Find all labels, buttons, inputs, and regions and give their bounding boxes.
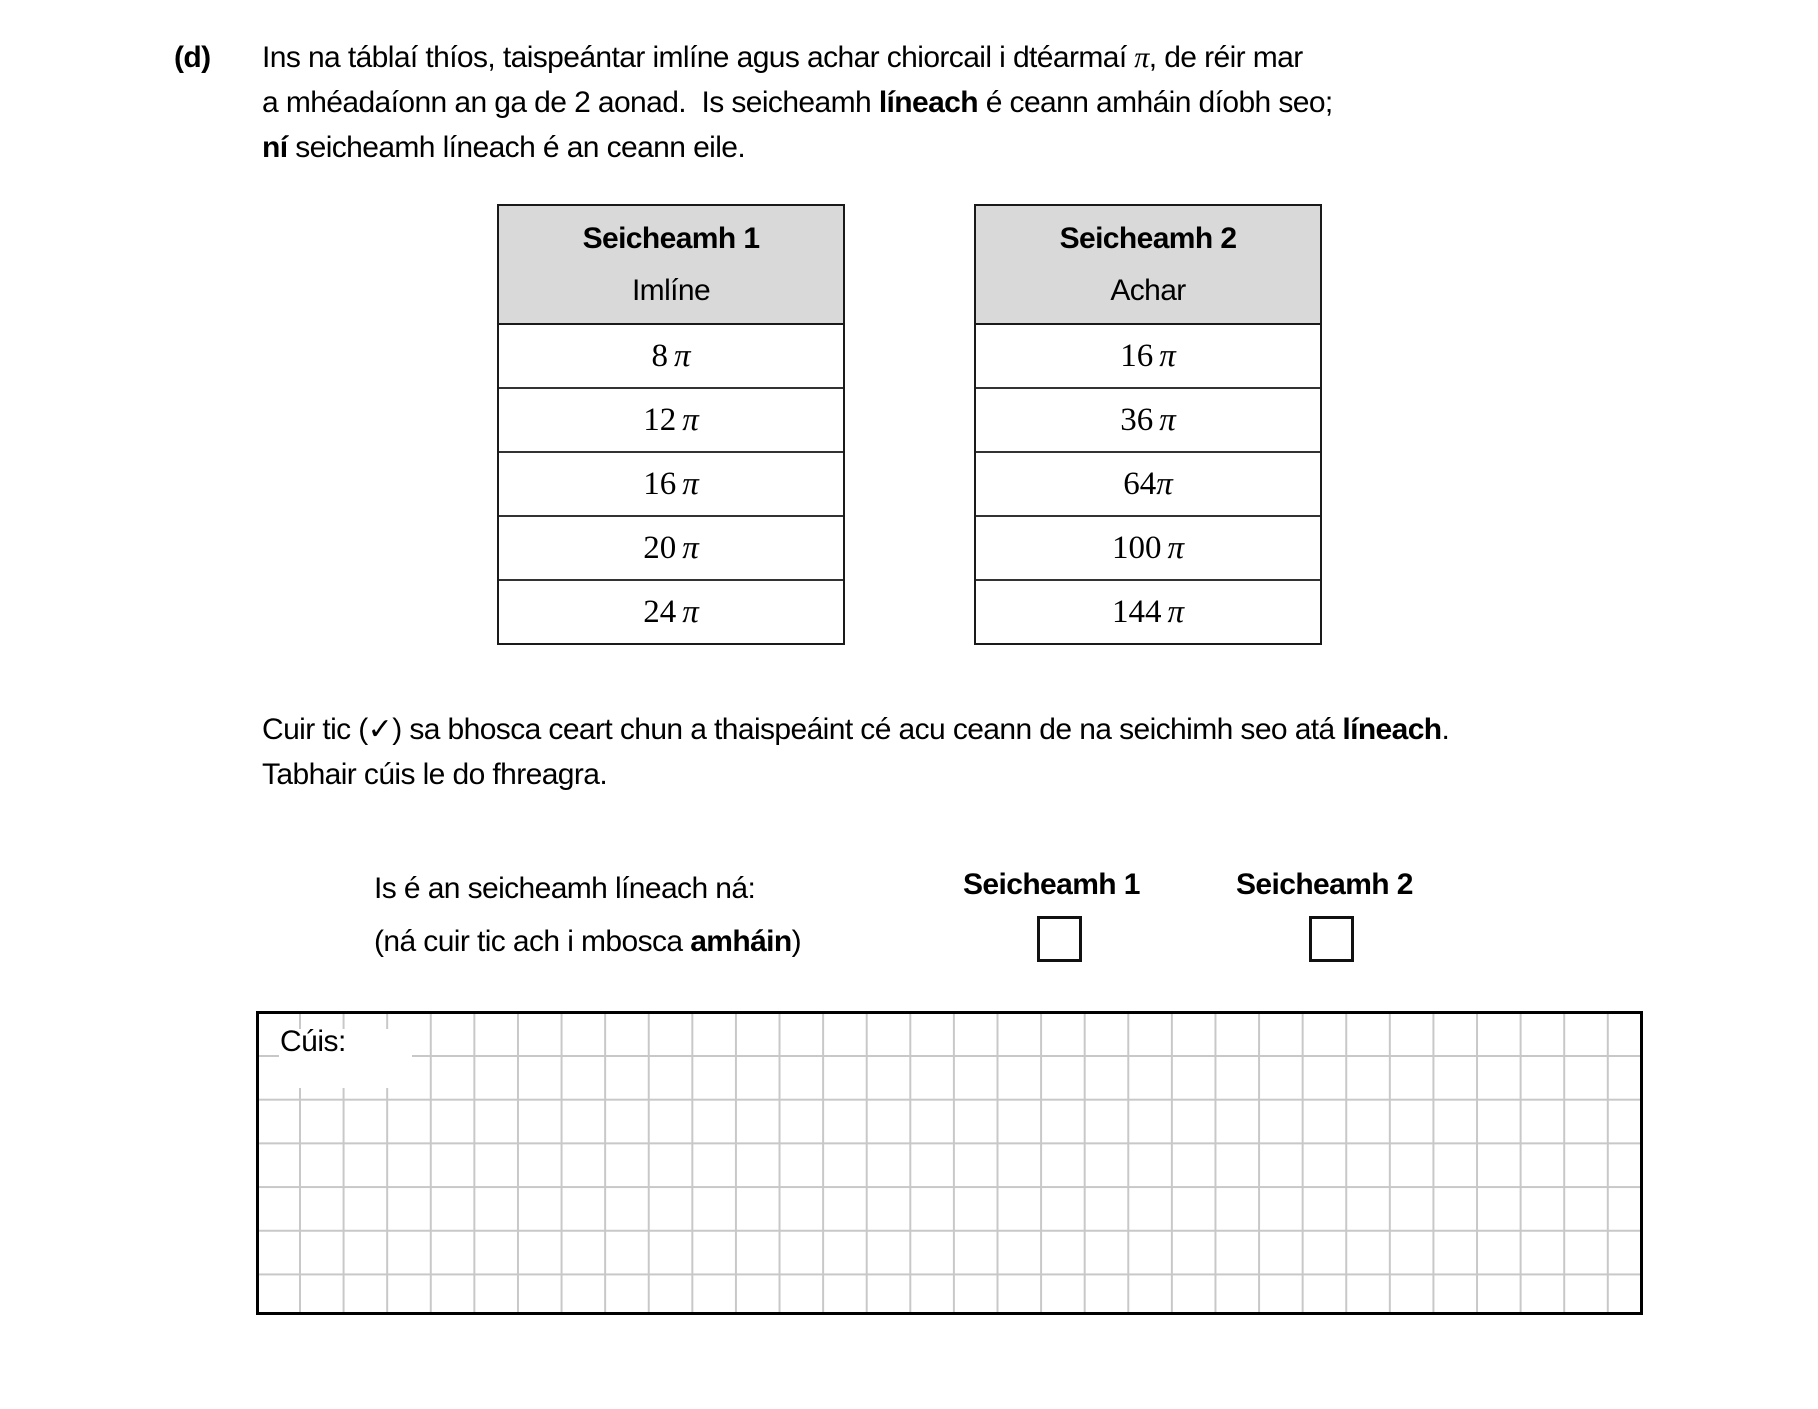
table-row bbox=[499, 325, 843, 389]
cell-number: 64 bbox=[1123, 465, 1157, 502]
checkbox-sequence-1[interactable] bbox=[1037, 916, 1082, 962]
choice-prompt-line-2 bbox=[374, 915, 801, 968]
instruction-line-2: Tabhair cúis le do fhreagra. bbox=[262, 758, 608, 791]
pi-symbol: π bbox=[673, 337, 691, 374]
table-row bbox=[499, 453, 843, 517]
intro-emphasis: ní bbox=[262, 131, 288, 164]
intro-text: a mhéadaíonn an ga de 2 aonad. Is seicheamh bbox=[262, 86, 879, 119]
instruction-emphasis: líneach bbox=[1342, 713, 1442, 746]
pi-symbol: π bbox=[1167, 529, 1185, 566]
reason-input[interactable] bbox=[259, 1014, 1643, 1315]
pi-symbol: π bbox=[1159, 337, 1176, 374]
table-title: Seicheamh 1 bbox=[582, 221, 760, 255]
table-row bbox=[976, 517, 1320, 581]
checkbox-sequence-2[interactable] bbox=[1309, 916, 1354, 962]
table-row bbox=[976, 581, 1320, 643]
cell-number: 24 bbox=[643, 593, 677, 630]
cell-number: 8 bbox=[651, 337, 668, 374]
choice-prompt-line-1: Is é an seicheamh líneach ná: bbox=[374, 872, 756, 905]
pi-symbol: π bbox=[1167, 593, 1185, 630]
pi-symbol: π bbox=[682, 401, 699, 438]
intro-text: Ins na táblaí thíos, taispeántar imlíne agus achar chiorcail i dtéarmaí bbox=[262, 41, 1135, 74]
intro-text: seicheamh líneach é an ceann eile. bbox=[287, 131, 746, 164]
reason-label: Cúis: bbox=[280, 1025, 346, 1058]
pi-symbol: π bbox=[1134, 41, 1149, 74]
instruction-text bbox=[262, 707, 1449, 797]
table-header bbox=[499, 206, 843, 325]
pi-symbol: π bbox=[682, 529, 699, 566]
pi-symbol: π bbox=[1159, 401, 1176, 438]
table-subtitle: Achar bbox=[1110, 273, 1186, 307]
intro-line-2 bbox=[262, 80, 1333, 125]
cell-number: 144 bbox=[1111, 593, 1162, 630]
cell-number: 100 bbox=[1111, 529, 1162, 566]
table-row bbox=[976, 453, 1320, 517]
cell-number: 36 bbox=[1120, 401, 1154, 438]
choice-prompt bbox=[374, 862, 801, 968]
table-row bbox=[976, 389, 1320, 453]
cell-number: 16 bbox=[643, 465, 677, 502]
intro-text: , de réir mar bbox=[1148, 41, 1303, 74]
question-intro bbox=[262, 35, 1333, 170]
prompt-text: (ná cuir tic ach i mbosca bbox=[374, 925, 691, 958]
table-row bbox=[499, 517, 843, 581]
prompt-text: ) bbox=[791, 925, 802, 958]
prompt-emphasis: amháin bbox=[690, 925, 792, 958]
pi-symbol: π bbox=[1156, 465, 1173, 502]
sequence-2-table bbox=[974, 204, 1322, 645]
intro-emphasis: líneach bbox=[878, 86, 978, 119]
table-row bbox=[499, 389, 843, 453]
cell-number: 12 bbox=[643, 401, 677, 438]
table-row bbox=[499, 581, 843, 643]
intro-text: é ceann amháin díobh seo; bbox=[978, 86, 1333, 119]
table-header bbox=[976, 206, 1320, 325]
instruction-text-part: Cuir tic (✓) sa bhosca ceart chun a thaispeáint cé acu ceann de na seichimh seo atá bbox=[262, 713, 1343, 746]
cell-number: 16 bbox=[1120, 337, 1154, 374]
table-title: Seicheamh 2 bbox=[1059, 221, 1237, 255]
instruction-text-part: . bbox=[1441, 713, 1450, 746]
option-label-sequence-2: Seicheamh 2 bbox=[1236, 868, 1413, 901]
table-row bbox=[976, 325, 1320, 389]
question-part-label: (d) bbox=[174, 41, 211, 74]
sequence-1-table bbox=[497, 204, 845, 645]
table-subtitle: Imlíne bbox=[631, 273, 711, 307]
intro-line-1 bbox=[262, 35, 1333, 80]
pi-symbol: π bbox=[682, 465, 699, 502]
cell-number: 20 bbox=[643, 529, 677, 566]
pi-symbol: π bbox=[682, 593, 699, 630]
instruction-line-1 bbox=[262, 707, 1449, 752]
reason-answer-box[interactable] bbox=[256, 1011, 1643, 1315]
option-label-sequence-1: Seicheamh 1 bbox=[963, 868, 1140, 901]
intro-line-3 bbox=[262, 125, 1333, 170]
